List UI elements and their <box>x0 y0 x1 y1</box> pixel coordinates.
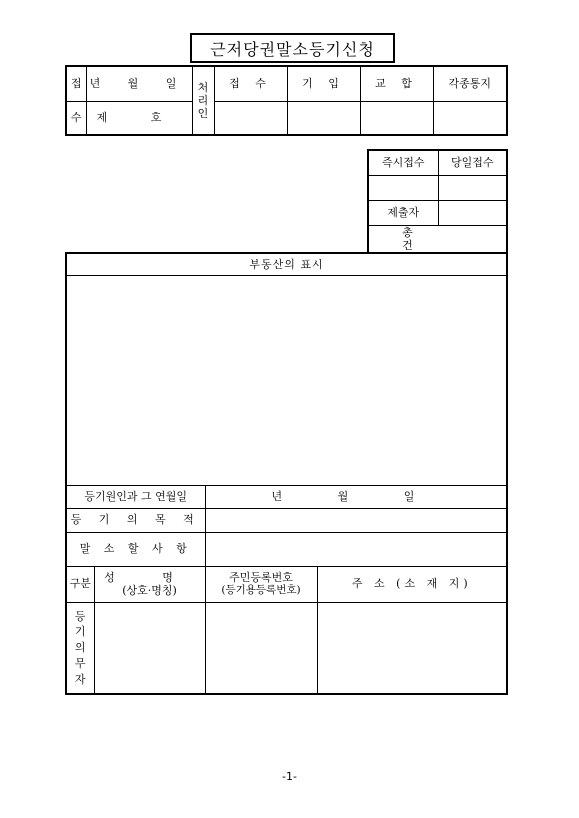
immediate-receipt-label: 즉시접수 <box>368 150 438 175</box>
registration-cause-date[interactable]: 년 월 일 <box>205 485 507 508</box>
registration-cause-label: 등기원인과 그 연월일 <box>66 485 205 508</box>
application-form-table <box>65 252 508 695</box>
col-entry: 기 입 <box>287 66 360 101</box>
immediate-receipt-cell[interactable] <box>368 175 438 200</box>
cancel-items-label: 말 소 할 사 항 <box>66 532 205 566</box>
entry-value-cell[interactable] <box>287 101 360 135</box>
registration-purpose-label: 등 기 의 목 적 <box>66 508 205 532</box>
col-notices: 각종통지 <box>433 66 507 101</box>
obligor-registration-number-cell[interactable] <box>205 602 317 694</box>
division-header: 구분 <box>66 566 94 602</box>
receipt-table <box>65 65 508 136</box>
document-title <box>190 33 395 63</box>
property-description-area[interactable] <box>66 275 507 485</box>
name-header: 성 명 (상호·명칭) <box>94 566 205 602</box>
submitter-cell[interactable] <box>438 200 507 225</box>
page-number: -1- <box>282 770 297 783</box>
address-header: 주 소 (소 재 지) <box>317 566 507 602</box>
document-title-text: 근저당권말소등기신청 <box>210 39 375 59</box>
obligor-label: 등 기 의 무 자 <box>66 602 94 694</box>
col-collation: 교 합 <box>360 66 433 101</box>
receipt-label-top: 접 <box>66 66 86 101</box>
receipt-date-label: 년 월 일 <box>86 66 192 101</box>
notices-value-cell[interactable] <box>433 101 507 135</box>
receipt-value-cell[interactable] <box>214 101 287 135</box>
registration-purpose-cell[interactable] <box>205 508 507 532</box>
total-count-label: 총 건 <box>368 225 507 253</box>
property-header: 부동산의 표시 <box>66 253 507 275</box>
obligor-address-cell[interactable] <box>317 602 507 694</box>
obligor-name-cell[interactable] <box>94 602 205 694</box>
processor-label: 처 리 인 <box>192 66 214 135</box>
receipt-number-label: 제 호 <box>86 101 192 135</box>
receipt-label-bottom: 수 <box>66 101 86 135</box>
collation-value-cell[interactable] <box>360 101 433 135</box>
receipt-type-box <box>367 149 508 254</box>
col-receipt: 접 수 <box>214 66 287 101</box>
registration-number-header: 주민등록번호 (등기용등록번호) <box>205 566 317 602</box>
same-day-receipt-label: 당일접수 <box>438 150 507 175</box>
same-day-receipt-cell[interactable] <box>438 175 507 200</box>
cancel-items-cell[interactable] <box>205 532 507 566</box>
submitter-label: 제출자 <box>368 200 438 225</box>
